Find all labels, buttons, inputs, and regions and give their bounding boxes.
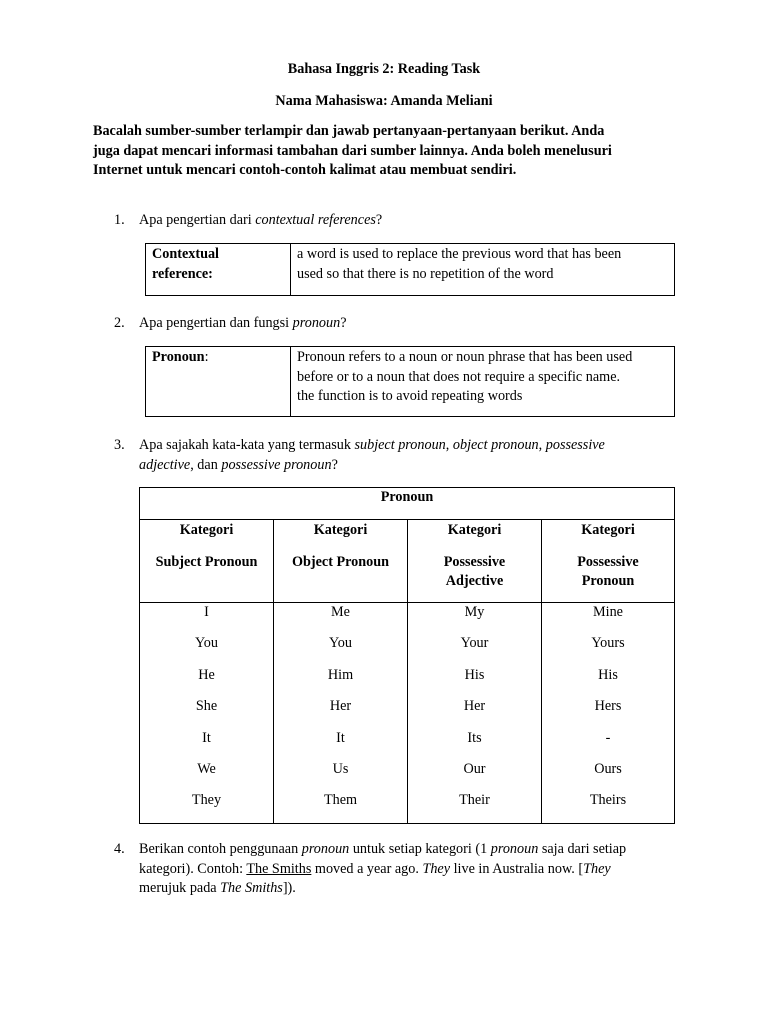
pronoun-value: My	[464, 604, 485, 620]
category-label: Kategori	[447, 522, 502, 538]
question-text-part: live in Australia now. [	[450, 860, 584, 877]
category-name: Object Pronoun	[291, 553, 390, 570]
answer-line: the function is to avoid repeating words	[297, 388, 523, 405]
pronoun-value: It	[336, 729, 345, 746]
category-header-cell	[274, 520, 408, 603]
pronoun-value: They	[191, 792, 222, 809]
category-header-cell	[408, 520, 542, 603]
answer-line: Pronoun refers to a noun or noun phrase that has been used	[297, 349, 633, 365]
question-number: 3.	[114, 437, 125, 453]
pronoun-values-cell	[140, 603, 274, 824]
pronoun-values-cell	[408, 603, 542, 824]
question-text-part: Apa pengertian dari	[139, 212, 256, 228]
question-text-part: ]).	[282, 880, 296, 897]
instruction-line: juga dapat mencari informasi tambahan dari sumber lainnya. Anda boleh menelusuri	[93, 142, 612, 159]
pronoun-value: Her	[463, 698, 486, 715]
question-term: possessive pronoun	[221, 456, 332, 473]
table-label: reference:	[152, 265, 213, 282]
pronoun-value: Ours	[594, 760, 622, 777]
example-pronoun: They	[422, 860, 451, 877]
question-number: 4.	[114, 841, 125, 857]
instruction-line: Internet untuk mencari contoh-contoh kalimat atau membuat sendiri.	[93, 162, 517, 179]
question-text-part: Berikan contoh penggunaan	[139, 841, 302, 857]
question-text-part: ,	[445, 437, 453, 453]
table-answer-cell	[291, 347, 675, 417]
example-referent: The Smiths	[220, 880, 283, 897]
category-label: Kategori	[179, 522, 234, 538]
document-title: Bahasa Inggris 2: Reading Task	[287, 61, 481, 77]
pronoun-value: Him	[327, 666, 354, 683]
question-text-part: merujuk pada	[139, 880, 221, 897]
category-label: Kategori	[581, 522, 635, 538]
category-header-cell	[140, 520, 274, 603]
contextual-reference-table	[145, 243, 675, 296]
pronoun-values-cell	[542, 603, 675, 824]
question-text-part: Apa pengertian dan fungsi	[139, 315, 293, 331]
question-term: pronoun	[490, 841, 539, 857]
category-name: Pronoun	[581, 573, 635, 590]
question-term: adjective	[139, 456, 191, 473]
pronoun-value: Her	[329, 698, 352, 715]
pronoun-value: -	[605, 729, 611, 746]
pronoun-value: Your	[460, 635, 489, 652]
pronoun-table	[139, 487, 675, 824]
pronoun-value: Our	[463, 760, 486, 777]
pronoun-value: She	[195, 698, 218, 715]
pronoun-value: You	[328, 635, 352, 652]
question-term: possessive	[545, 437, 605, 453]
question-text-part: ?	[331, 456, 338, 473]
question-text-part: Apa sajakah kata-kata yang termasuk	[139, 437, 355, 453]
question-number: 2.	[114, 315, 125, 331]
pronoun-value: Theirs	[589, 792, 627, 809]
instruction-paragraph	[93, 122, 693, 181]
category-name: Adjective	[445, 573, 504, 590]
question-text-part: kategori). Contoh:	[139, 860, 247, 877]
table-label-cell	[146, 244, 291, 296]
question-text	[139, 211, 684, 231]
question-text-part: ,	[538, 437, 546, 453]
question-term: contextual references	[255, 212, 376, 228]
student-name: Nama Mahasiswa: Amanda Meliani	[275, 93, 493, 109]
question-text	[139, 840, 684, 899]
pronoun-value: Yours	[591, 635, 625, 652]
pronoun-value: He	[198, 666, 215, 683]
answer-line: used so that there is no repetition of the word	[297, 265, 554, 282]
question-term: pronoun	[292, 315, 341, 331]
question-term: pronoun	[301, 841, 350, 857]
question-text-part: ?	[375, 212, 383, 228]
question-text	[139, 436, 684, 475]
question-text-part: ?	[340, 315, 347, 331]
pronoun-value: Their	[459, 792, 490, 809]
category-name: Possessive	[443, 553, 506, 570]
question-term: subject pronoun	[354, 437, 446, 453]
table-label: Contextual	[152, 246, 219, 262]
question-term: object pronoun	[452, 437, 539, 453]
table-label-cell	[146, 347, 291, 417]
pronoun-value: It	[202, 729, 211, 746]
pronoun-value: We	[197, 760, 216, 777]
pronoun-value: Hers	[594, 698, 622, 715]
answer-line: before or to a noun that does not require a specific name.	[297, 368, 621, 385]
pronoun-table-title: Pronoun	[140, 488, 675, 520]
pronoun-values-cell	[274, 603, 408, 824]
pronoun-value: Us	[332, 760, 349, 777]
table-label: Pronoun	[152, 349, 205, 365]
category-name: Possessive	[577, 553, 639, 570]
category-name: Subject Pronoun	[155, 553, 258, 570]
instruction-line: Bacalah sumber-sumber terlampir dan jawab pertanyaan-pertanyaan berikut. Anda	[93, 123, 605, 139]
question-text-part: moved a year ago.	[311, 860, 423, 877]
pronoun-value: You	[194, 635, 218, 652]
pronoun-value: Mine	[593, 604, 623, 620]
example-referent: The Smiths	[246, 860, 312, 877]
question-text-part: saja dari setiap	[538, 841, 627, 857]
question-text	[139, 314, 684, 334]
category-header-cell	[542, 520, 675, 603]
pronoun-definition-table	[145, 346, 675, 417]
pronoun-value: Me	[331, 604, 350, 620]
question-number: 1.	[114, 212, 125, 228]
pronoun-value: Its	[467, 729, 482, 746]
pronoun-value: His	[464, 666, 485, 683]
pronoun-value: His	[598, 666, 618, 683]
pronoun-value: I	[204, 604, 209, 620]
table-label-colon: :	[204, 349, 209, 365]
question-text-part: untuk setiap kategori (1	[349, 841, 491, 857]
table-answer-cell	[291, 244, 675, 296]
question-text-part: , dan	[190, 456, 222, 473]
example-pronoun: They	[583, 860, 611, 877]
answer-line: a word is used to replace the previous word that has been	[297, 246, 622, 262]
category-label: Kategori	[313, 522, 368, 538]
pronoun-value: Them	[323, 792, 358, 809]
